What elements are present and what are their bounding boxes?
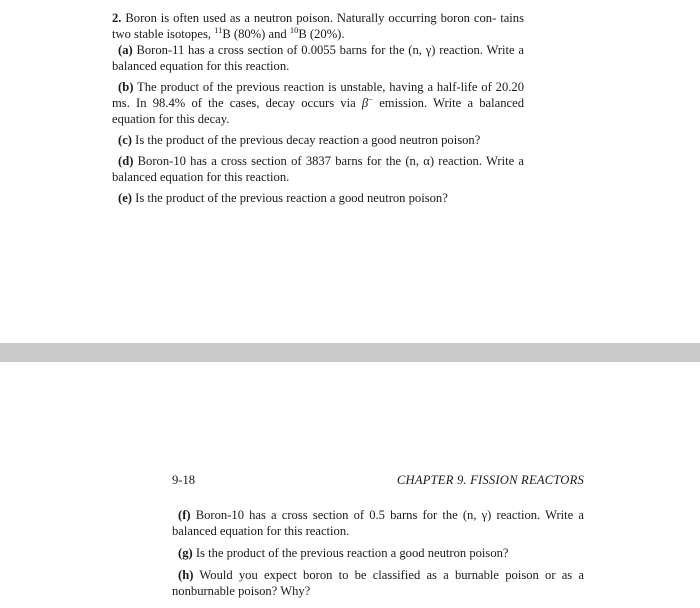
part-g-text: Is the product of the previous reaction a good neutron poison? (195, 546, 509, 560)
part-e-label: (e) (118, 191, 132, 205)
part-b (112, 79, 524, 127)
part-g (172, 545, 592, 561)
intro-line-1: Boron is often used as a neutron poison. Naturally occurring boron con- (125, 11, 497, 25)
part-d-text: Boron-10 has a cross section of 3837 barns for the (n, α) reaction. Write a balanced equation for this reaction. (112, 154, 524, 184)
part-e-text: Is the product of the previous reaction a good neutron poison? (135, 191, 448, 205)
page-divider (0, 343, 700, 362)
part-e (112, 190, 524, 206)
part-c-label: (c) (118, 133, 132, 147)
part-b-text-before: The product of the previous reaction is unstable, having a half-life of 20.20 ms. In 98.4% of the cases, decay occurs via (112, 80, 524, 110)
part-h-text: Would you expect boron to be classified as a burnable poison or as a nonburnable poison? Why? (172, 568, 585, 598)
part-h-label: (h) (178, 568, 194, 582)
part-c (112, 132, 532, 148)
isotope-11-mass: 11 (214, 25, 223, 35)
part-a (112, 42, 524, 74)
part-f (172, 507, 584, 539)
part-b-label: (b) (118, 80, 134, 94)
part-d-label: (d) (118, 154, 134, 168)
isotope-10-text: B (20%). (298, 27, 345, 41)
isotope-11-text: B (80%) and (222, 27, 287, 41)
part-h (172, 567, 584, 599)
isotope-10-mass: 10 (289, 25, 299, 35)
problem-number: 2. (112, 11, 122, 25)
part-f-text: Boron-10 has a cross section of 0.5 barns for the (n, γ) reaction. Write a balanced equation for this reaction. (172, 508, 584, 538)
part-g-label: (g) (178, 546, 193, 560)
intro-line-2: tains two stable isotopes, (112, 11, 525, 41)
part-a-label: (a) (118, 43, 133, 57)
part-a-text: Boron-11 has a cross section of 0.0055 barns for the (n, γ) reaction. Write a balanced equation for this reaction. (112, 43, 524, 73)
problem-intro (112, 10, 524, 42)
running-head (172, 472, 584, 490)
page-number: 9-18 (172, 473, 196, 487)
part-b-text-after: emission. Write a balanced equation for this decay. (112, 96, 524, 126)
beta-superscript: − (368, 94, 373, 104)
beta-symbol: β (361, 96, 369, 110)
part-f-label: (f) (178, 508, 191, 522)
part-d (112, 153, 524, 185)
chapter-title: CHAPTER 9. FISSION REACTORS (396, 473, 584, 487)
part-c-text: Is the product of the previous decay reaction a good neutron poison? (135, 133, 481, 147)
